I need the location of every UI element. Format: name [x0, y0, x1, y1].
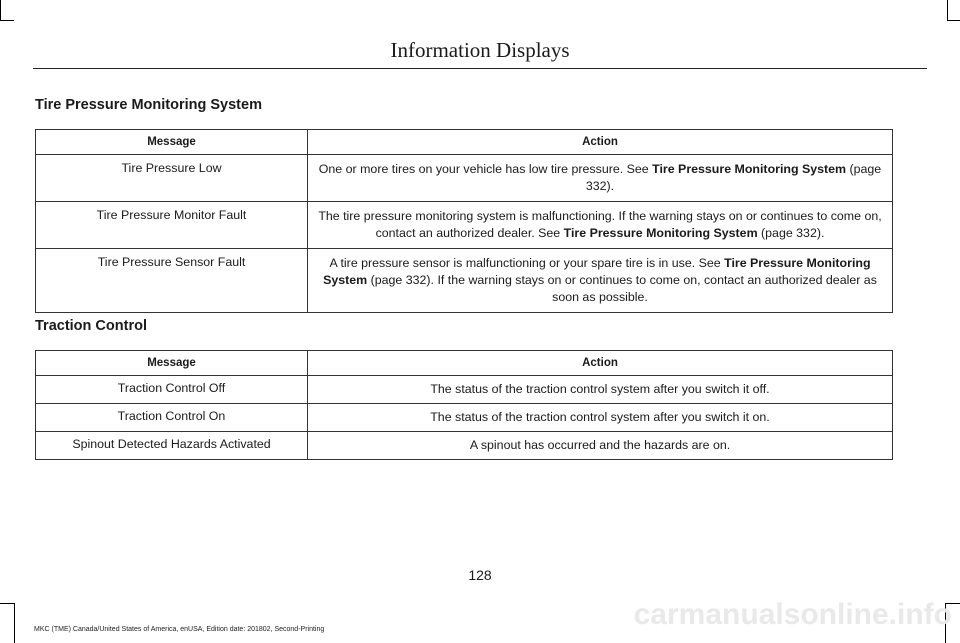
- table-row: [36, 376, 893, 404]
- traction-table: [35, 350, 893, 460]
- action-cell: The status of the traction control system after you switch it off.: [308, 376, 893, 404]
- table-header-row: [36, 130, 893, 155]
- crop-mark: [0, 20, 14, 21]
- traction-heading: Traction Control: [35, 318, 147, 334]
- table-row: [36, 249, 893, 313]
- message-cell: Tire Pressure Monitor Fault: [36, 202, 308, 249]
- table-header-row: [36, 351, 893, 376]
- column-header-action: Action: [308, 351, 893, 376]
- message-cell: Tire Pressure Low: [36, 155, 308, 202]
- action-cell: A spinout has occurred and the hazards are on.: [308, 432, 893, 460]
- action-cell: [308, 202, 893, 249]
- table-row: [36, 155, 893, 202]
- action-cell: [308, 155, 893, 202]
- action-cell: [308, 249, 893, 313]
- action-text: One or more tires on your vehicle has low tire pressure. See: [318, 162, 653, 176]
- crop-mark: [947, 0, 948, 20]
- table-row: [36, 202, 893, 249]
- action-text: (page 332). If the warning stays on or continues to come on, contact an authorized dealer as soon as possible.: [367, 273, 877, 304]
- action-text: The tire pressure monitoring system is malfunctioning. If the warning stays on or continues to come on, contact an authorized dealer. See: [318, 209, 882, 240]
- table-row: [36, 432, 893, 460]
- tpms-table: [35, 129, 893, 313]
- crop-mark: [14, 603, 15, 643]
- message-cell: Traction Control Off: [36, 376, 308, 404]
- tpms-heading: Tire Pressure Monitoring System: [35, 97, 262, 113]
- column-header-action: Action: [308, 130, 893, 155]
- cross-reference-link[interactable]: Tire Pressure Monitoring System: [563, 226, 758, 240]
- action-text: (page 332).: [757, 226, 825, 240]
- column-header-message: Message: [36, 351, 308, 376]
- crop-mark: [947, 20, 960, 21]
- cross-reference-link[interactable]: Tire Pressure Monitoring System: [323, 256, 871, 287]
- column-header-message: Message: [36, 130, 308, 155]
- cross-reference-link[interactable]: Tire Pressure Monitoring System: [652, 162, 847, 176]
- action-text: (page 332).: [585, 162, 882, 193]
- message-cell: Tire Pressure Sensor Fault: [36, 249, 308, 313]
- page-title: Information Displays: [390, 38, 570, 62]
- crop-mark: [0, 603, 14, 604]
- action-text: A tire pressure sensor is malfunctioning or your spare tire is in use. See: [329, 256, 725, 270]
- crop-mark: [0, 0, 1, 20]
- message-cell: Spinout Detected Hazards Activated: [36, 432, 308, 460]
- footer-edition-text: MKC (TME) Canada/United States of America, enUSA, Edition date: 201802, Second-Printing: [34, 626, 325, 633]
- header-rule: [33, 68, 927, 69]
- table-row: [36, 404, 893, 432]
- message-cell: Traction Control On: [36, 404, 308, 432]
- action-cell: The status of the traction control system after you switch it on.: [308, 404, 893, 432]
- watermark: carmanualsonline.info: [633, 598, 952, 631]
- page-number: 128: [468, 567, 492, 583]
